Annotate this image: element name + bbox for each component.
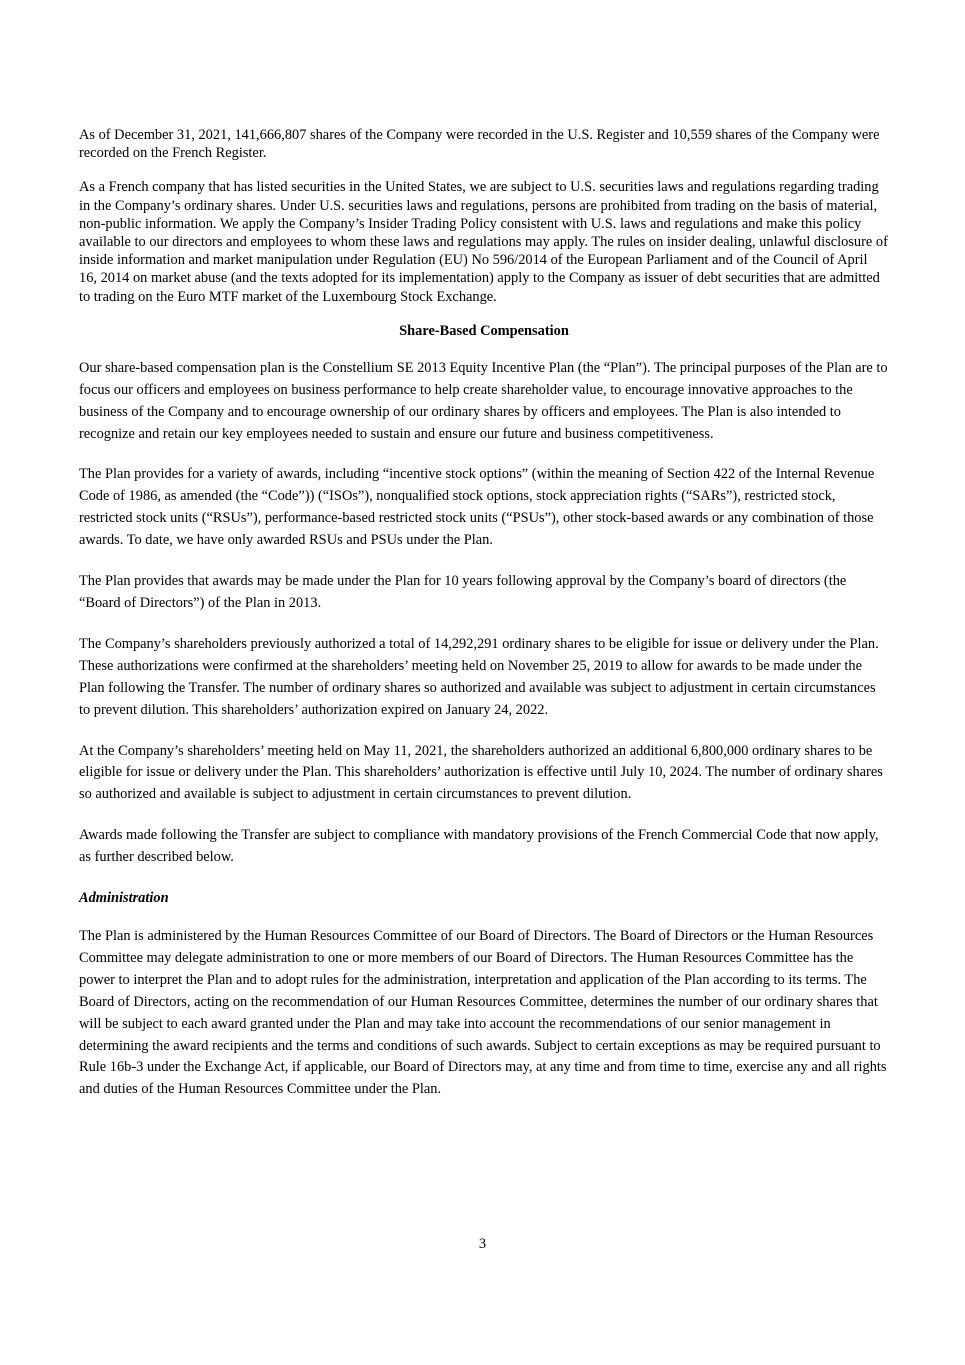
paragraph-plan-duration: The Plan provides that awards may be made under the Plan for 10 years following approval by the Company’s board of directors (the “Board of Directors”) of the Plan in 2013. bbox=[79, 573, 847, 611]
paragraph-share-register: As of December 31, 2021, 141,666,807 shares of the Company were recorded in the U.S. Register and 10,559 shares of the Company were recorded on the French Register. bbox=[79, 127, 880, 162]
subheading-administration: Administration bbox=[79, 890, 169, 907]
paragraph-shareholder-authorization: The Company’s shareholders previously authorized a total of 14,292,291 ordinary shares to be eligible for issue or delivery under the Plan. These authorizations were confirmed at the shareholders’ meeting held on November 25, 2019 to allow for awards to be made under the Plan following the Transfer. The number of ordinary shares so authorized and available was subject to adjustment in certain circumstances to prevent dilution. This shareholders’ authorization expired on January 24, 2022. bbox=[79, 635, 879, 718]
paragraph-plan-purpose: Our share-based compensation plan is the Constellium SE 2013 Equity Incentive Plan (the “Plan”). The principal purposes of the Plan are to focus our officers and employees on business performance to help create shareholder value, to encourage innovative approaches to the business of the Company and to encourage ownership of our ordinary shares by officers and employees. The Plan is also intended to recognize and retain our key employees needed to sustain and ensure our future and business competitiveness. bbox=[79, 359, 888, 442]
paragraph-plan-awards: The Plan provides for a variety of awards, including “incentive stock options” (within the meaning of Section 422 of the Internal Revenue Code of 1986, as amended (the “Code”)) (“ISOs”), nonqualified stock options, stock appreciation rights (“SARs”), restricted stock, restricted stock units (“RSUs”), performance-based restricted stock units (“PSUs”), other stock-based awards or any combination of those awards. To date, we have only awarded RSUs and PSUs under the Plan. bbox=[79, 466, 875, 549]
paragraph-additional-authorization: At the Company’s shareholders’ meeting held on May 11, 2021, the shareholders authorized an additional 6,800,000 ordinary shares to be eligible for issue or delivery under the Plan. This shareholders’ authorization is effective until July 10, 2024. The number of ordinary shares so authorized and available is subject to adjustment in certain circumstances to prevent dilution. bbox=[79, 742, 883, 803]
section-heading-share-based-compensation: Share-Based Compensation bbox=[399, 322, 569, 339]
page-content bbox=[79, 126, 889, 1120]
paragraph-french-code: Awards made following the Transfer are subject to compliance with mandatory provisions of the French Commercial Code that now apply, as further described below. bbox=[79, 827, 879, 866]
paragraph-securities-laws: As a French company that has listed securities in the United States, we are subject to U.S. securities laws and regulations regarding trading in the Company’s ordinary shares. Under U.S. securities laws and regulations, persons are prohibited from trading on the basis of material, non-public information. We apply the Company’s Insider Trading Policy consistent with U.S. laws and regulations and make this policy available to our directors and employees to whom these laws and regulations may apply. The rules on insider dealing, unlawful disclosure of inside information and market manipulation under Regulation (EU) No 596/2014 of the European Parliament and of the Council of April 16, 2014 on market abuse (and the texts adopted for its implementation) apply to the Company as issuer of debt securities that are admitted to trading on the Euro MTF market of the Luxembourg Stock Exchange. bbox=[79, 179, 888, 305]
paragraph-administration: The Plan is administered by the Human Resources Committee of our Board of Directors. The Board of Directors or the Human Resources Committee may delegate administration to one or more members of our Board of Directors. The Human Resources Committee has the power to interpret the Plan and to adopt rules for the administration, interpretation and application of the Plan according to its terms. The Board of Directors, acting on the recommendation of our Human Resources Committee, determines the number of our ordinary shares that will be subject to each award granted under the Plan and may take into account the recommendations of our senior management in determining the award recipients and the terms and conditions of such awards. Subject to certain exceptions as may be required pursuant to Rule 16b-3 under the Exchange Act, if applicable, our Board of Directors may, at any time and from time to time, exercise any and all rights and duties of the Human Resources Committee under the Plan. bbox=[79, 928, 887, 1098]
page-number: 3 bbox=[478, 1236, 487, 1252]
